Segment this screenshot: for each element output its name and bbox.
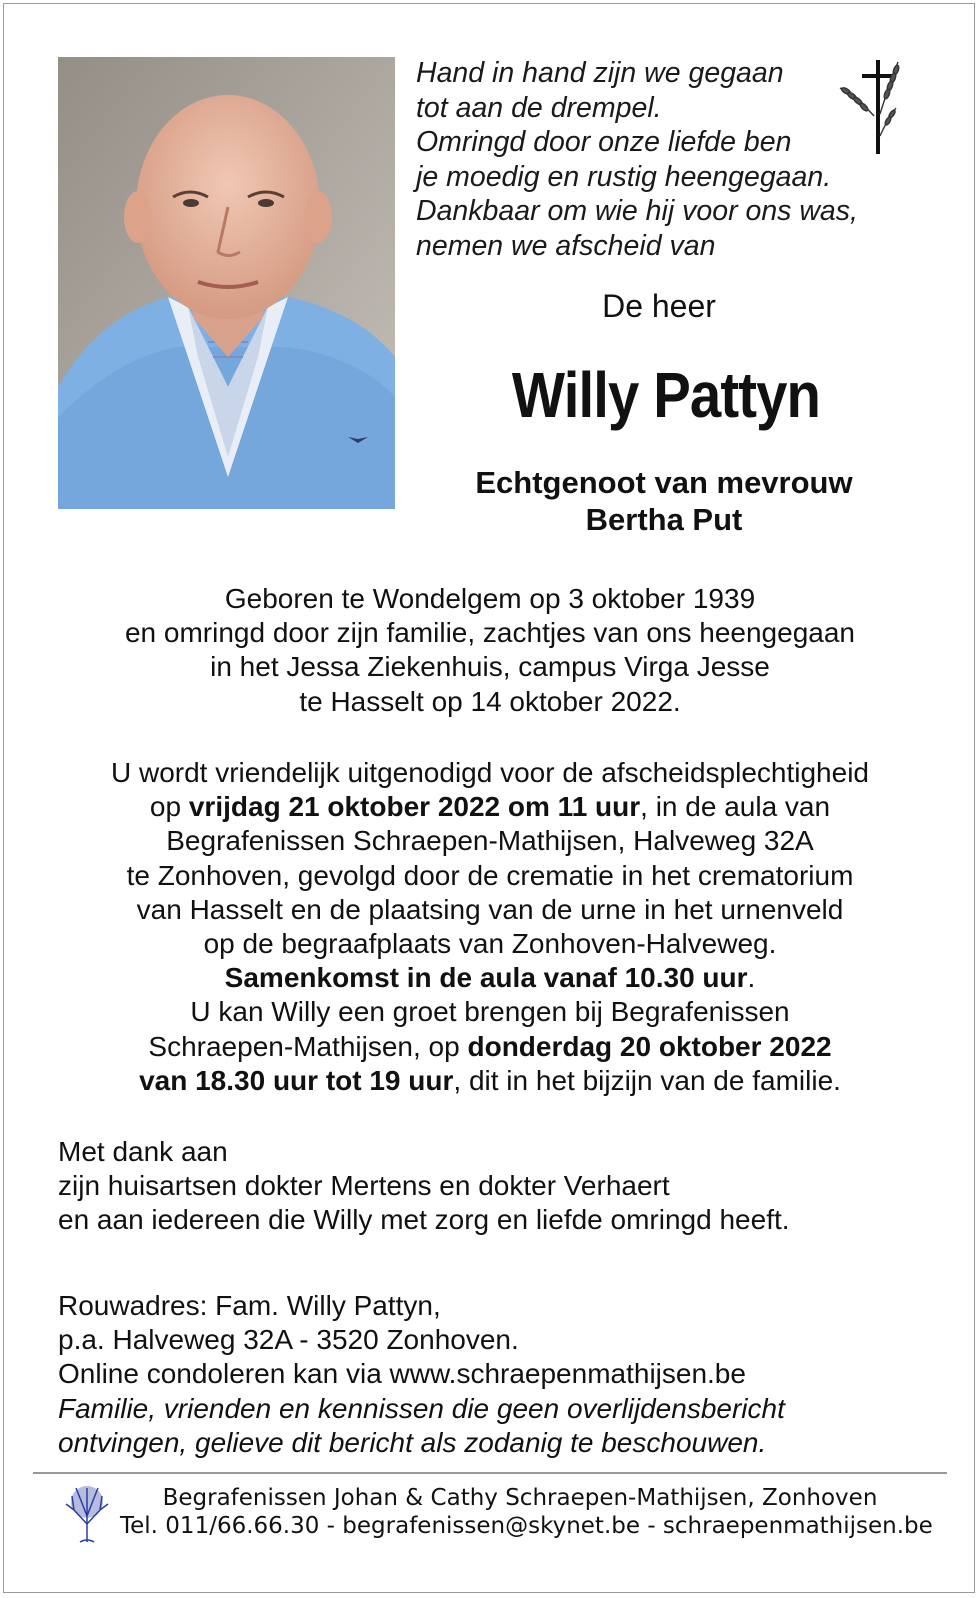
poem-line: Dankbaar om wie hij voor ons was, xyxy=(416,195,858,227)
gathering-time: Samenkomst in de aula vanaf 10.30 uur xyxy=(224,962,748,994)
spouse-name: Bertha Put xyxy=(585,502,743,537)
birth-line: in het Jessa Ziekenhuis, campus Virga Jesse xyxy=(210,651,770,683)
footer-divider xyxy=(33,1472,947,1474)
funeral-invitation xyxy=(30,756,950,1098)
invite-line: te Zonhoven, gevolgd door de crematie in het crematorium xyxy=(126,859,854,891)
undertaker-footer xyxy=(120,1484,933,1540)
invite-text: . xyxy=(747,962,756,994)
spouse-info xyxy=(416,464,912,538)
ceremony-date: vrijdag 21 oktober 2022 om 11 uur xyxy=(188,791,641,823)
address-line: Rouwadres: Fam. Willy Pattyn, xyxy=(58,1290,441,1321)
undertaker-contact: Tel. 011/66.66.30 - begrafenissen@skynet.be - schraepenmathijsen.be xyxy=(120,1513,933,1539)
birth-line: Geboren te Wondelgem op 3 oktober 1939 xyxy=(224,583,756,614)
invite-line: U wordt vriendelijk uitgenodigd voor de afscheidsplechtigheid xyxy=(110,757,869,788)
birth-line: te Hasselt op 14 oktober 2022. xyxy=(299,685,681,717)
invite-line xyxy=(30,961,950,995)
thanks-line: zijn huisartsen dokter Mertens en dokter Verhaert xyxy=(58,1170,670,1202)
birth-line: en omringd door zijn familie, zachtjes van ons heengegaan xyxy=(124,617,855,649)
honorific: De heer xyxy=(602,288,716,324)
invite-line: van Hasselt en de plaatsing van de urne in het urnenveld xyxy=(136,893,844,925)
spouse-line: Echtgenoot van mevrouw xyxy=(475,465,853,500)
deceased-name: Willy Pattyn xyxy=(511,359,821,431)
visitation-time: van 18.30 uur tot 19 uur xyxy=(139,1064,454,1096)
visitation-date: donderdag 20 oktober 2022 xyxy=(467,1030,832,1062)
invite-text: op xyxy=(149,791,189,823)
birth-death-info xyxy=(30,582,950,719)
invite-line xyxy=(30,1064,950,1098)
poem-line: nemen we afscheid van xyxy=(416,229,716,262)
invite-line: op de begraafplaats van Zonhoven-Halveweg. xyxy=(203,928,777,960)
invite-line xyxy=(30,1030,950,1064)
address-line: p.a. Halveweg 32A - 3520 Zonhoven. xyxy=(58,1324,519,1356)
poem-line: tot aan de drempel. xyxy=(416,91,662,124)
invite-line: Begrafenissen Schraepen-Mathijsen, Halveweg 32A xyxy=(166,825,814,857)
invite-text: Schraepen-Mathijsen, op xyxy=(148,1030,468,1062)
invite-line xyxy=(30,790,950,824)
address-line: Online condoleren kan via www.schraepenmathijsen.be xyxy=(58,1358,746,1390)
thanks-line: en aan iedereen die Willy met zorg en liefde omringd heeft. xyxy=(58,1204,790,1236)
invite-line: U kan Willy een groet brengen bij Begrafenissen xyxy=(190,996,790,1028)
notice-line: ontvingen, gelieve dit bericht als zodanig te beschouwen. xyxy=(58,1426,767,1458)
tree-logo-icon xyxy=(62,1484,112,1544)
poem-line: je moedig en rustig heengegaan. xyxy=(416,160,832,193)
acknowledgements xyxy=(58,1135,938,1238)
undertaker-name: Begrafenissen Johan & Cathy Schraepen-Mathijsen, Zonhoven xyxy=(162,1485,878,1511)
thanks-line: Met dank aan xyxy=(58,1136,228,1167)
poem-line: Hand in hand zijn we gegaan xyxy=(416,57,784,89)
notice-line: Familie, vrienden en kennissen die geen overlijdensbericht xyxy=(58,1392,785,1424)
invite-text: , dit in het bijzijn van de familie. xyxy=(453,1064,841,1096)
poem xyxy=(416,56,886,263)
cross-with-wheat-icon xyxy=(836,58,902,156)
portrait-photo xyxy=(58,57,395,509)
poem-line: Omringd door onze liefde ben xyxy=(416,126,792,158)
invite-text: , in de aula van xyxy=(640,791,831,823)
mourning-address xyxy=(58,1289,938,1460)
